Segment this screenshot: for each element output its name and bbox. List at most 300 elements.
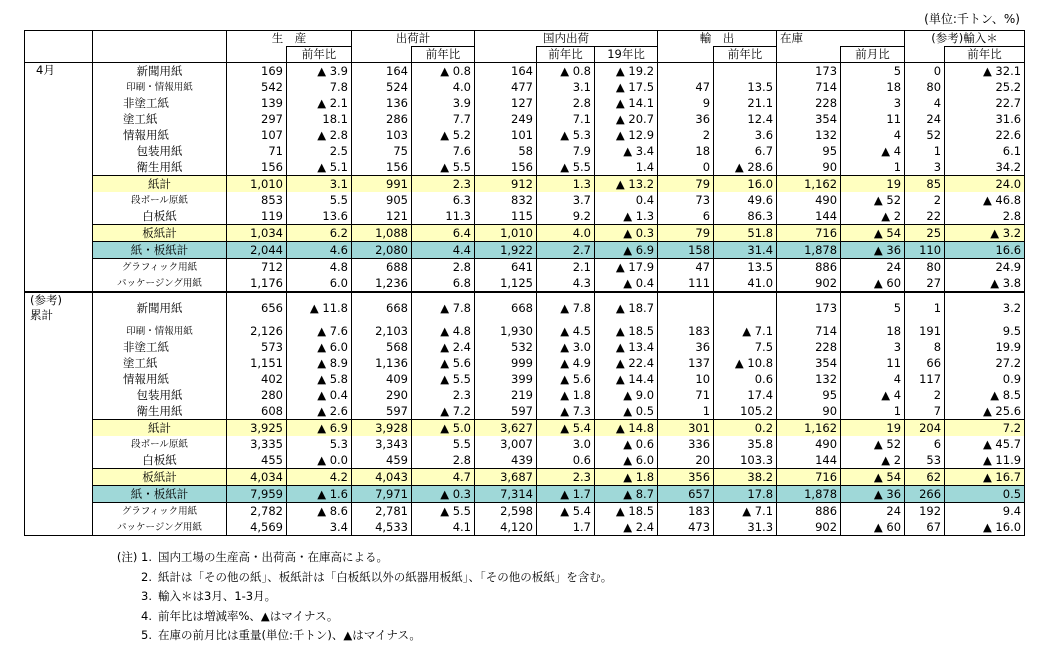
table-cell: 4,034 [227, 469, 287, 486]
table-cell: 853 [227, 192, 287, 208]
table-cell: 6 [905, 436, 945, 452]
table-cell: 71 [227, 143, 287, 159]
table-cell: 127 [475, 95, 537, 111]
table-cell: 7.7 [412, 111, 475, 127]
table-cell: 641 [475, 259, 537, 276]
table-cell: 90 [777, 159, 841, 176]
item-name: 板紙計 [93, 225, 227, 242]
table-cell: ▲ 36 [841, 486, 905, 503]
table-cell: 31.6 [945, 111, 1025, 127]
table-cell: 3.7 [537, 192, 595, 208]
header-exports-value [658, 47, 714, 63]
table-cell: 4.8 [287, 259, 352, 276]
table-cell: 2,781 [352, 503, 412, 520]
table-cell: 18 [841, 79, 905, 95]
table-cell: ▲ 6.0 [595, 452, 658, 469]
table-cell: 1,922 [475, 242, 537, 259]
table-cell: 2 [905, 387, 945, 403]
header-inventory-value [777, 47, 841, 63]
table-cell: ▲ 14.1 [595, 95, 658, 111]
note-label: 2. [141, 569, 152, 584]
table-cell: 5.3 [287, 436, 352, 452]
table-cell: 58 [475, 143, 537, 159]
table-cell: ▲ 7.1 [714, 503, 777, 520]
table-cell: ▲ 1.8 [595, 469, 658, 486]
header-shipments-yoy: 前年比 [412, 47, 475, 63]
table-cell: 4,043 [352, 469, 412, 486]
table-cell: 51.8 [714, 225, 777, 242]
table-cell: 712 [227, 259, 287, 276]
table-cell: 22.6 [945, 127, 1025, 143]
table-cell: 22.7 [945, 95, 1025, 111]
table-cell: 101 [475, 127, 537, 143]
table-cell: 657 [658, 486, 714, 503]
table-cell: ▲ 2 [841, 452, 905, 469]
table-row [25, 208, 1025, 225]
table-cell: 0.6 [537, 452, 595, 469]
table-cell: 2.8 [537, 95, 595, 111]
table-cell: 301 [658, 420, 714, 437]
table-cell: 832 [475, 192, 537, 208]
table-cell: 2,126 [227, 323, 287, 339]
item-name: 印刷・情報用紙 [93, 323, 227, 339]
table-cell: 4.1 [412, 519, 475, 536]
table-cell: 2 [658, 127, 714, 143]
table-cell: 121 [352, 208, 412, 225]
table-cell: ▲ 0.4 [595, 275, 658, 292]
table-cell: 3 [905, 159, 945, 176]
table-cell: 0.6 [714, 371, 777, 387]
table-cell: 191 [905, 323, 945, 339]
table-cell: 2 [905, 192, 945, 208]
table-cell: 19 [841, 176, 905, 193]
table-cell: 31.4 [714, 242, 777, 259]
table-cell: ▲ 5.8 [287, 371, 352, 387]
table-cell: 10 [658, 371, 714, 387]
header-inventory-mom: 前月比 [841, 47, 905, 63]
table-cell: 542 [227, 79, 287, 95]
table-cell: 11 [841, 355, 905, 371]
table-cell: 115 [475, 208, 537, 225]
note-label: 5. [141, 628, 152, 642]
table-cell: 3,687 [475, 469, 537, 486]
table-row [25, 452, 1025, 469]
table-cell: 79 [658, 225, 714, 242]
table-cell: ▲ 11.9 [945, 452, 1025, 469]
section-label-cell [25, 159, 93, 176]
table-cell: 16.6 [945, 242, 1025, 259]
note-line [80, 607, 612, 627]
table-cell: 158 [658, 242, 714, 259]
note-text: 紙計は「その他の紙」、板紙計は「白板紙以外の紙器用板紙」、「その他の板紙」を含む。 [158, 569, 613, 584]
table-cell: 79 [658, 176, 714, 193]
section-label-cell [25, 339, 93, 355]
table-cell: 286 [352, 111, 412, 127]
table-cell: 4.7 [412, 469, 475, 486]
section-label-cell [25, 275, 93, 292]
header-exports: 輸 出 [658, 31, 777, 47]
table-cell: ▲ 4.9 [537, 355, 595, 371]
table-cell: ▲ 5.5 [412, 503, 475, 520]
table-cell: 0.4 [595, 192, 658, 208]
item-name: 新聞用紙 [93, 292, 227, 323]
table-cell: 34.2 [945, 159, 1025, 176]
table-cell: ▲ 18.7 [595, 292, 658, 323]
table-cell: 9.2 [537, 208, 595, 225]
table-cell: 204 [905, 420, 945, 437]
table-cell: 18.1 [287, 111, 352, 127]
table-cell: ▲ 9.0 [595, 387, 658, 403]
table-cell: 1,236 [352, 275, 412, 292]
item-name: 白板紙 [93, 208, 227, 225]
table-cell: 27.2 [945, 355, 1025, 371]
table-cell: 608 [227, 403, 287, 420]
item-name: 紙・板紙計 [93, 242, 227, 259]
table-cell: 5 [841, 63, 905, 80]
table-cell: 4.4 [412, 242, 475, 259]
table-cell: 490 [777, 192, 841, 208]
table-cell: 75 [352, 143, 412, 159]
table-cell: ▲ 45.7 [945, 436, 1025, 452]
table-cell: ▲ 4 [841, 143, 905, 159]
section-label-cell [25, 519, 93, 536]
table-cell: 136 [352, 95, 412, 111]
table-cell: ▲ 3.2 [945, 225, 1025, 242]
table-cell: ▲ 25.6 [945, 403, 1025, 420]
table-cell: 1,878 [777, 486, 841, 503]
table-cell: 24 [841, 259, 905, 276]
table-cell: ▲ 8.7 [595, 486, 658, 503]
table-cell: 139 [227, 95, 287, 111]
table-cell: 714 [777, 79, 841, 95]
table-cell: ▲ 6.0 [287, 339, 352, 355]
table-cell [714, 63, 777, 80]
table-cell: 902 [777, 519, 841, 536]
table-cell: 156 [475, 159, 537, 176]
table-cell: 597 [475, 403, 537, 420]
table-cell: 0.5 [945, 486, 1025, 503]
table-cell: 402 [227, 371, 287, 387]
table-cell: 19 [841, 420, 905, 437]
table-cell: 2.5 [287, 143, 352, 159]
item-name: 段ボール原紙 [93, 192, 227, 208]
table-cell: 24 [905, 111, 945, 127]
header-domestic: 国内出荷 [475, 31, 658, 47]
header-shipments-value [352, 47, 412, 63]
table-cell: 356 [658, 469, 714, 486]
table-cell: ▲ 20.7 [595, 111, 658, 127]
table-row [25, 63, 1025, 80]
table-cell: 297 [227, 111, 287, 127]
table-row [25, 503, 1025, 520]
table-cell: ▲ 7.2 [412, 403, 475, 420]
table-cell: 137 [658, 355, 714, 371]
table-cell: 41.0 [714, 275, 777, 292]
table-cell: 905 [352, 192, 412, 208]
table-cell: 35.8 [714, 436, 777, 452]
table-cell: 228 [777, 95, 841, 111]
section-label-cell [25, 323, 93, 339]
table-cell: 2,598 [475, 503, 537, 520]
note-text: 前年比は増減率%、▲はマイナス。 [158, 608, 339, 623]
table-cell: 688 [352, 259, 412, 276]
table-cell: ▲ 10.8 [714, 355, 777, 371]
table-cell: 4.3 [537, 275, 595, 292]
table-cell: 7.2 [945, 420, 1025, 437]
item-name: 衛生用紙 [93, 159, 227, 176]
table-row [25, 403, 1025, 420]
table-row [25, 436, 1025, 452]
item-name: 紙計 [93, 420, 227, 437]
table-cell: 80 [905, 259, 945, 276]
table-cell: ▲ 3.8 [945, 275, 1025, 292]
table-cell: 119 [227, 208, 287, 225]
table-cell: 1,034 [227, 225, 287, 242]
table-cell: 156 [352, 159, 412, 176]
header-exports-yoy: 前年比 [714, 47, 777, 63]
item-name: 非塗工紙 [93, 95, 227, 111]
table-cell: ▲ 6.9 [287, 420, 352, 437]
table-cell: 7.5 [714, 339, 777, 355]
item-name: 情報用紙 [93, 127, 227, 143]
table-cell: 4.6 [287, 242, 352, 259]
table-cell: 7,314 [475, 486, 537, 503]
note-line [80, 568, 612, 588]
paper-statistics-table [24, 30, 1025, 536]
header-item [93, 31, 227, 47]
table-cell: 2.3 [412, 387, 475, 403]
section-label-cell [25, 486, 93, 503]
table-row [25, 469, 1025, 486]
table-cell: ▲ 11.8 [287, 292, 352, 323]
table-cell: 95 [777, 143, 841, 159]
table-cell [658, 292, 714, 323]
table-cell: ▲ 36 [841, 242, 905, 259]
table-cell: 7,971 [352, 486, 412, 503]
table-cell: 11.3 [412, 208, 475, 225]
table-cell: ▲ 7.8 [537, 292, 595, 323]
table-cell: 2,080 [352, 242, 412, 259]
table-cell: 1,088 [352, 225, 412, 242]
table-cell: 7,959 [227, 486, 287, 503]
table-cell: 85 [905, 176, 945, 193]
section-label-cell [25, 208, 93, 225]
section-label-cell [25, 436, 93, 452]
table-cell: 52 [905, 127, 945, 143]
table-cell: 477 [475, 79, 537, 95]
table-cell: ▲ 3.9 [287, 63, 352, 80]
table-cell: 4,120 [475, 519, 537, 536]
item-name: 白板紙 [93, 452, 227, 469]
table-cell: 3.9 [412, 95, 475, 111]
table-cell: 105.2 [714, 403, 777, 420]
table-cell: 86.3 [714, 208, 777, 225]
table-cell: 13.5 [714, 259, 777, 276]
table-cell: 66 [905, 355, 945, 371]
table-cell: 568 [352, 339, 412, 355]
table-cell: 3 [841, 95, 905, 111]
item-name: 段ボール原紙 [93, 436, 227, 452]
table-cell: ▲ 0.0 [287, 452, 352, 469]
table-cell: 3.1 [537, 79, 595, 95]
note-text: 輸入＊は3月、1-3月。 [158, 589, 277, 603]
table-cell: ▲ 5.1 [287, 159, 352, 176]
table-cell: ▲ 13.2 [595, 176, 658, 193]
note-line [80, 626, 612, 646]
table-cell: 19.9 [945, 339, 1025, 355]
table-row [25, 176, 1025, 193]
table-cell: ▲ 4 [841, 387, 905, 403]
header-item-2 [93, 47, 227, 63]
header-domestic-value [475, 47, 537, 63]
table-cell: 2.7 [537, 242, 595, 259]
table-cell: 1.3 [537, 176, 595, 193]
table-cell: ▲ 2 [841, 208, 905, 225]
table-row [25, 292, 1025, 323]
table-cell: 31.3 [714, 519, 777, 536]
table-cell: 3.6 [714, 127, 777, 143]
section-label: (参考) [30, 293, 62, 307]
table-cell: 886 [777, 503, 841, 520]
table-cell: 4,533 [352, 519, 412, 536]
table-cell: 1,162 [777, 176, 841, 193]
table-cell: ▲ 5.2 [412, 127, 475, 143]
table-cell: 132 [777, 371, 841, 387]
section-label-cell [25, 420, 93, 437]
table-cell: ▲ 5.6 [537, 371, 595, 387]
table-row [25, 143, 1025, 159]
table-cell: 9.5 [945, 323, 1025, 339]
table-cell: 0 [905, 63, 945, 80]
section-label-cell [25, 242, 93, 259]
table-cell: 716 [777, 469, 841, 486]
table-cell: 36 [658, 339, 714, 355]
table-cell: 49.6 [714, 192, 777, 208]
table-row [25, 275, 1025, 292]
header-corner-2 [25, 47, 93, 63]
table-cell: 4.0 [537, 225, 595, 242]
table-cell: 164 [475, 63, 537, 80]
header-imports-yoy: 前年比 [945, 47, 1025, 63]
table-cell: ▲ 16.7 [945, 469, 1025, 486]
table-cell: 532 [475, 339, 537, 355]
table-cell: ▲ 16.0 [945, 519, 1025, 536]
header-domestic-yoy: 前年比 [537, 47, 595, 63]
table-cell: ▲ 4.5 [537, 323, 595, 339]
table-cell: 3.4 [287, 519, 352, 536]
section-label-cell [25, 355, 93, 371]
section-label: 4月 [36, 63, 55, 77]
table-cell: ▲ 18.5 [595, 503, 658, 520]
table-cell: 27 [905, 275, 945, 292]
table-cell: 1,010 [475, 225, 537, 242]
section-label-cell [25, 192, 93, 208]
table-cell: 25.2 [945, 79, 1025, 95]
table-cell: 47 [658, 259, 714, 276]
table-cell: 266 [905, 486, 945, 503]
table-cell: 9 [658, 95, 714, 111]
table-cell: 1.4 [595, 159, 658, 176]
table-row [25, 519, 1025, 536]
table-row [25, 225, 1025, 242]
table-cell [714, 292, 777, 323]
table-row [25, 339, 1025, 355]
table-cell: 67 [905, 519, 945, 536]
table-cell: 117 [905, 371, 945, 387]
table-cell: 2.8 [412, 452, 475, 469]
table-cell: ▲ 46.8 [945, 192, 1025, 208]
table-cell: 1.7 [537, 519, 595, 536]
section-label-cell [25, 387, 93, 403]
section-label-cell [25, 403, 93, 420]
header-inventory: 在庫 [777, 31, 905, 47]
table-cell: 1,930 [475, 323, 537, 339]
table-cell: 473 [658, 519, 714, 536]
item-name: パッケージング用紙 [93, 275, 227, 292]
table-row [25, 259, 1025, 276]
table-cell: 0.2 [714, 420, 777, 437]
table-cell: 1 [658, 403, 714, 420]
table-cell: 13.6 [287, 208, 352, 225]
table-row [25, 192, 1025, 208]
item-name: 情報用紙 [93, 371, 227, 387]
section-label-cell [25, 469, 93, 486]
table-cell: 7.1 [537, 111, 595, 127]
table-row [25, 111, 1025, 127]
table-cell: 4,569 [227, 519, 287, 536]
table-cell: 17.4 [714, 387, 777, 403]
table-cell: ▲ 17.5 [595, 79, 658, 95]
table-cell: 2.1 [537, 259, 595, 276]
table-row [25, 242, 1025, 259]
table-cell: 3,335 [227, 436, 287, 452]
table-cell: 3.1 [287, 176, 352, 193]
table-cell: ▲ 0.6 [595, 436, 658, 452]
table-cell: ▲ 0.5 [595, 403, 658, 420]
table-cell: ▲ 0.8 [537, 63, 595, 80]
table-cell: 111 [658, 275, 714, 292]
table-cell: ▲ 7.3 [537, 403, 595, 420]
table-cell: ▲ 2.4 [595, 519, 658, 536]
table-cell: 1,878 [777, 242, 841, 259]
table-cell: 3,007 [475, 436, 537, 452]
table-cell: 2.8 [945, 208, 1025, 225]
table-cell: ▲ 5.3 [537, 127, 595, 143]
item-name: 衛生用紙 [93, 403, 227, 420]
table-cell: 524 [352, 79, 412, 95]
table-cell: 53 [905, 452, 945, 469]
section-label-cell [25, 225, 93, 242]
table-cell: 11 [841, 111, 905, 127]
table-cell: 4.0 [412, 79, 475, 95]
table-cell: 90 [777, 403, 841, 420]
note-text: 国内工場の生産高・出荷高・在庫高による。 [158, 550, 388, 564]
table-cell: 62 [905, 469, 945, 486]
table-cell: 999 [475, 355, 537, 371]
table-cell: ▲ 3.0 [537, 339, 595, 355]
table-cell: ▲ 12.9 [595, 127, 658, 143]
table-cell: 20 [658, 452, 714, 469]
header-production: 生 産 [227, 31, 352, 47]
table-cell: 409 [352, 371, 412, 387]
table-cell: ▲ 1.8 [537, 387, 595, 403]
table-cell: 25 [905, 225, 945, 242]
table-row [25, 355, 1025, 371]
table-cell: 1 [841, 159, 905, 176]
table-cell: 4.2 [287, 469, 352, 486]
section-label-cell [25, 452, 93, 469]
table-cell: 36 [658, 111, 714, 127]
